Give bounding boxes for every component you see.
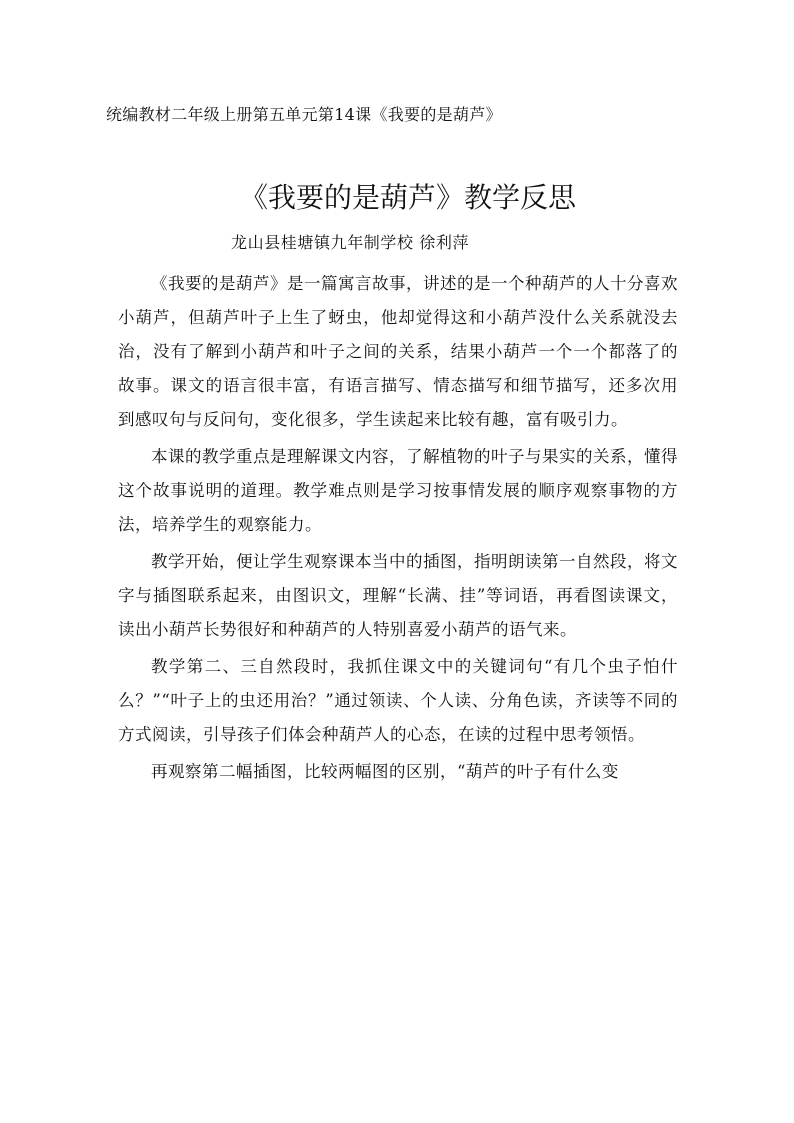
course-header: 统编教材二年级上册第五单元第14课《我要的是葫芦》	[106, 105, 502, 124]
body-text	[118, 267, 678, 792]
paragraph: 再观察第二幅插图，比较两幅图的区别，“葫芦的叶子有什么变	[151, 762, 619, 781]
paragraph: 教学第二、三自然段时，我抓住课文中的关键词句“有几个虫子怕什么？”“叶子上的虫还用治？”通过领读、个人读、分角色读，齐读等不同的方式阅读，引导孩子们体会种葫芦人的心态，在读的过程中思考领悟。	[118, 657, 678, 744]
paragraph: 本课的教学重点是理解课文内容，了解植物的叶子与果实的关系，懂得这个故事说明的道理。教学难点则是学习按事情发展的顺序观察事物的方法，培养学生的观察能力。	[118, 447, 678, 534]
paragraph: 《我要的是葫芦》是一篇寓言故事，讲述的是一个种葫芦的人十分喜欢小葫芦，但葫芦叶子上生了蚜虫，他却觉得这和小葫芦没什么关系就没去治，没有了解到小葫芦和叶子之间的关系，结果小葫芦一个一个都落了的故事。课文的语言很丰富，有语言描写、情态描写和细节描写，还多次用到感叹句与反问句，变化很多，学生读起来比较有趣，富有吸引力。	[118, 274, 678, 429]
paragraph: 教学开始，便让学生观察课本当中的插图，指明朗读第一自然段，将文字与插图联系起来，由图识文，理解“长满、挂”等词语，再看图读课文，读出小葫芦长势很好和种葫芦的人特别喜爱小葫芦的语气来。	[118, 552, 678, 639]
page-title: 《我要的是葫芦》教学反思	[239, 181, 576, 214]
author-line: 龙山县桂塘镇九年制学校 徐利萍	[231, 233, 470, 252]
